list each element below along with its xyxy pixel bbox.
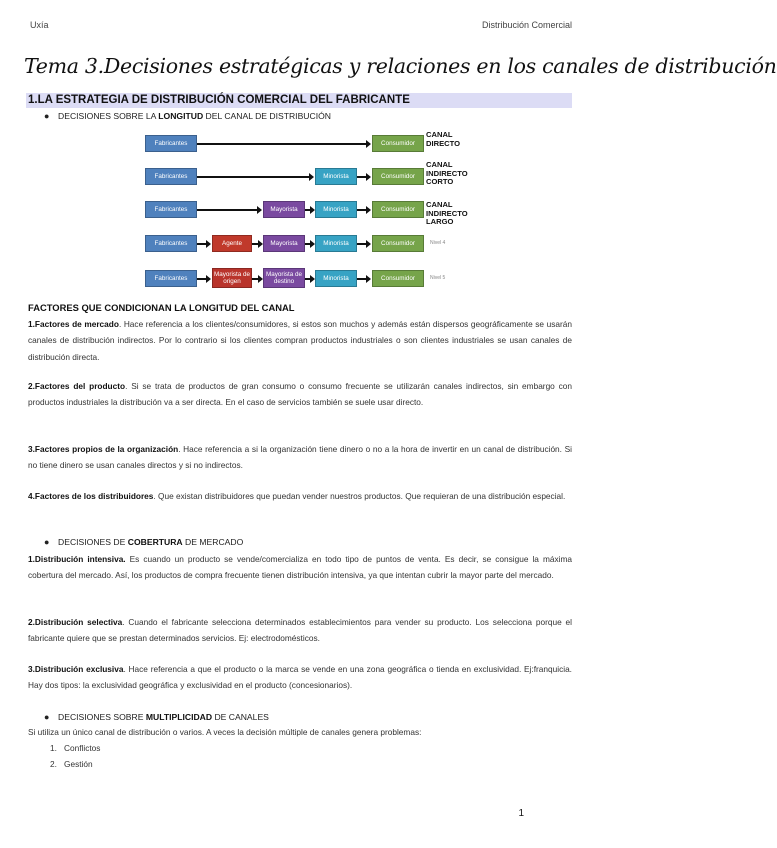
bullet-longitud: ● DECISIONES SOBRE LA LONGITUD DEL CANAL DE DISTRIBUCIÓN [44, 111, 331, 121]
bullet-dot-icon: ● [44, 712, 50, 722]
box-minorista: Minorista [315, 168, 357, 185]
label-canal-indirecto-corto: CANAL INDIRECTO CORTO [426, 160, 468, 186]
box-consumidor: Consumidor [372, 201, 424, 218]
box-mayorista-origen: Mayorista de origen [212, 268, 252, 288]
distribucion-selectiva: 2.Distribución selectiva. Cuando el fabricante selecciona determinados establecimientos para vender su producto. Los selecciona porque el fabricante quiere que se prestan determinados servicios. Ej: electrodomésticos. [28, 617, 573, 644]
arrow [305, 278, 313, 280]
box-minorista: Minorista [315, 201, 357, 218]
box-minorista: Minorista [315, 270, 357, 287]
label-canal-indirecto-largo: CANAL INDIRECTO LARGO [426, 200, 468, 226]
arrow [197, 143, 369, 145]
box-agente: Agente [212, 235, 252, 252]
arrow [197, 278, 209, 280]
list-item: 2. Gestión [50, 759, 93, 769]
factor-mercado: 1.Factores de mercado. Hace referencia a los clientes/consumidores, si estos son muchos y además están dispersos geográficamente se usarán canales de distribución indirectos. Por lo contrario si los clientes compran productos industriales o son clientes industriales se usan canales de distribución directa. [28, 319, 572, 362]
multiplicidad-text: Si utiliza un único canal de distribución o varios. A veces la decisión múltiple de canales genera problemas: [28, 727, 422, 737]
box-mayorista-destino: Mayorista de destino [263, 268, 305, 288]
header-subject: Distribución Comercial [481, 20, 572, 30]
arrow [357, 243, 369, 245]
arrow [197, 176, 312, 178]
arrow [305, 209, 313, 211]
box-fabricantes: Fabricantes [145, 168, 197, 185]
arrow [197, 209, 260, 211]
box-minorista: Minorista [315, 235, 357, 252]
box-fabricantes: Fabricantes [145, 201, 197, 218]
distribucion-intensiva: 1.Distribución intensiva. Es cuando un producto se vende/comercializa en todo tipo de puntos de venta. Es decir, se consigue la máxima cobertura del mercado. Así, los productos de compra frecuente tienen distribución intensiva, ya que intentan cubrir la mayor parte del mercado. [28, 554, 572, 581]
box-mayorista: Mayorista [263, 235, 305, 252]
box-fabricantes: Fabricantes [145, 235, 197, 252]
bullet-dot-icon: ● [44, 537, 50, 547]
arrow [305, 243, 313, 245]
arrow [197, 243, 209, 245]
arrow [357, 209, 369, 211]
arrow [357, 176, 369, 178]
factor-producto: 2.Factores del producto. Si se trata de productos de gran consumo o consumo frecuente se utilizarán canales indirectos, sin embargo con productos industriales la distribución va a ser directa. En el caso de servicios también se suele usar directo. [28, 381, 572, 408]
box-consumidor: Consumidor [372, 270, 424, 287]
bullet-cobertura: ● DECISIONES DE COBERTURA DE MERCADO [44, 537, 244, 547]
box-mayorista: Mayorista [263, 201, 305, 218]
distribucion-exclusiva: 3.Distribución exclusiva. Hace referencia a que el producto o la marca se vende en una zona geográfica o tienda en exclusividad. Ej:franquicia. Hay dos tipos: la exclusividad geográfica y exclusividad en el producto (concesionarios). [28, 664, 572, 691]
factores-heading: FACTORES QUE CONDICIONAN LA LONGITUD DEL CANAL [28, 302, 295, 313]
label-nivel-5: Nivel 5 [430, 275, 446, 281]
page-title: Tema 3.Decisiones estratégicas y relaciones en los canales de distribución [24, 54, 777, 78]
label-canal-directo: CANAL DIRECTO [426, 130, 461, 148]
box-fabricantes: Fabricantes [145, 135, 197, 152]
bullet-dot-icon: ● [44, 111, 50, 121]
label-nivel-4: Nivel 4 [430, 240, 446, 246]
arrow [252, 278, 261, 280]
factor-distribuidores: 4.Factores de los distribuidores. Que existan distribuidores que puedan vender nuestros productos. Que requieran de una distribución especial. [28, 491, 566, 501]
page-number: 1 [518, 808, 524, 819]
box-consumidor: Consumidor [372, 235, 424, 252]
factor-organizacion: 3.Factores propios de la organización. Hace referencia a si la organización tiene dinero o no a la hora de invertir en un canal de distribución. Si no tiene dinero se usan canales directos y si no indirectos. [28, 444, 572, 471]
box-consumidor: Consumidor [372, 168, 424, 185]
list-item: 1. Conflictos [50, 743, 101, 753]
channel-length-diagram [140, 125, 470, 297]
arrow [357, 278, 369, 280]
box-consumidor: Consumidor [372, 135, 424, 152]
box-fabricantes: Fabricantes [145, 270, 197, 287]
arrow [252, 243, 261, 245]
section-heading: 1.LA ESTRATEGIA DE DISTRIBUCIÓN COMERCIAL DEL FABRICANTE [26, 93, 572, 108]
header-author: Uxía [30, 20, 49, 30]
bullet-multiplicidad: ● DECISIONES SOBRE MULTIPLICIDAD DE CANALES [44, 712, 269, 722]
